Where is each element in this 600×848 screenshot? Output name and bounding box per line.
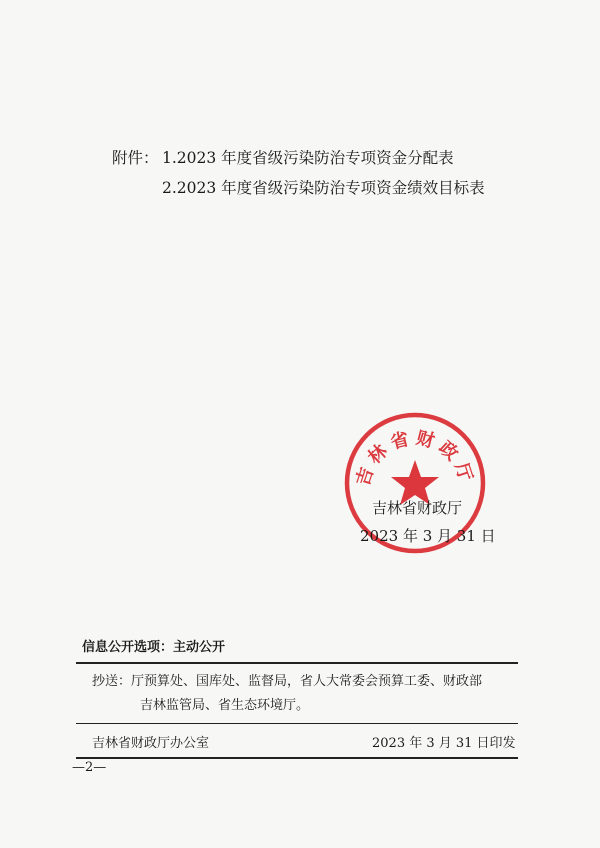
attachments-block: [112, 143, 485, 203]
info-disclosure: 信息公开选项：主动公开: [82, 640, 226, 655]
cc-block: [92, 670, 482, 718]
signature-block: [360, 494, 496, 550]
attachment-item-2: 2.2023 年度省级污染防治专项资金绩效目标表: [162, 179, 485, 197]
page-number: —2—: [72, 760, 107, 775]
cc-line-1: 抄送：厅预算处、国库处、监督局，省人大常委会预算工委、财政部: [92, 674, 483, 689]
divider-middle: [76, 723, 518, 724]
attachment-item-1: 1.2023 年度省级污染防治专项资金分配表: [162, 149, 454, 167]
divider-bottom: [76, 757, 518, 759]
issue-date: 2023 年 3 月 31 日印发: [372, 736, 516, 751]
issuer-name: 吉林省财政厅: [372, 499, 463, 517]
signature-date: 2023 年 3 月 31 日: [360, 527, 496, 545]
attachments-prefix: 附件：: [112, 149, 159, 167]
divider-top: [76, 662, 518, 664]
seal-text: 吉林省财政厅: [352, 427, 478, 489]
cc-line-2: 吉林监管局、省生态环境厅。: [140, 698, 310, 713]
issuing-office: 吉林省财政厅办公室: [92, 736, 210, 751]
